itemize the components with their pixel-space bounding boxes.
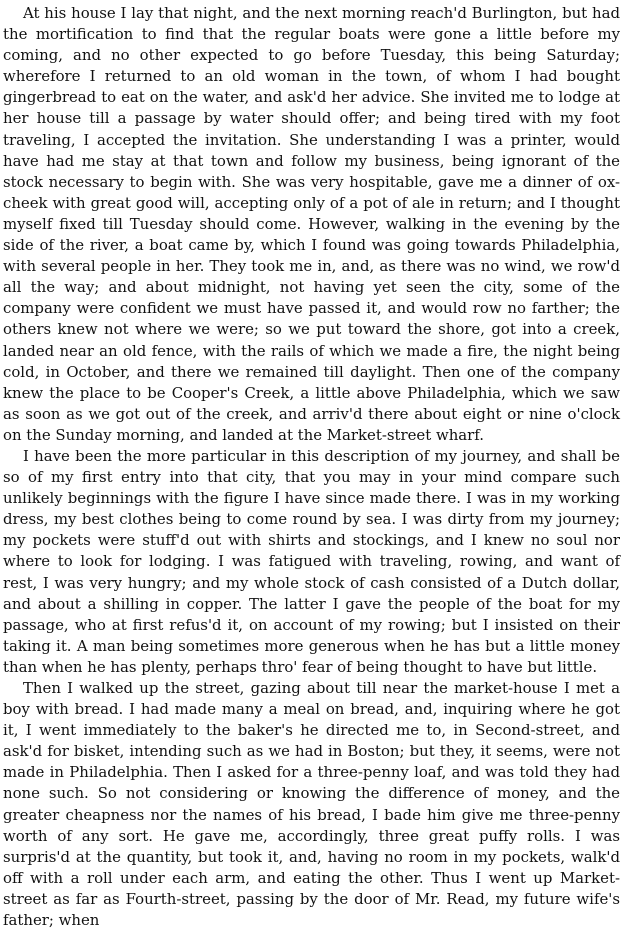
paragraph-arrival-burlington: At his house I lay that night, and the next morning reach'd Burlington, but had the mortification to find that the regular boats were gone a little before my coming, and no other expected to go before Tuesday, this being Saturday; wherefore I returned to an old woman in the town, of whom I had bought gingerbread to eat on the water, and ask'd her advice. She invited me to lodge at her house till a passage by water should offer; and being tired with my foot traveling, I accepted the invitation. She understanding I was a printer, would have had me stay at that town and follow my business, being ignorant of the stock necessary to begin with. She was very hospitable, gave me a dinner of ox-cheek with great good will, accepting only of a pot of ale in return; and I thought myself fixed till Tuesday should come. However, walking in the evening by the side of the river, a boat came by, which I found was going towards Philadelphia, with several people in her. They took me in, and, as there was no wind, we row'd all the way; and about midnight, not having yet seen the city, some of the company were confident we must have passed it, and would row no farther; the others knew not where we were; so we put toward the shore, got into a creek, landed near an old fence, with the rails of which we made a fire, the night being cold, in October, and there we remained till daylight. Then one of the company knew the place to be Cooper's Creek, a little above Philadelphia, which we saw as soon as we got out of the creek, and arriv'd there about eight or nine o'clock on the Sunday morning, and landed at the Market-street wharf. — [3, 4, 620, 444]
paragraph-market-street-bread: Then I walked up the street, gazing about till near the market-house I met a boy with bread. I had made many a meal on bread, and, inquiring where he got it, I went immediately to the baker's he directed me to, in Second-street, and ask'd for bisket, intending such as we had in Boston; but they, it seems, were not made in Philadelphia. Then I asked for a three-penny loaf, and was told they had none such. So not considering or knowing the difference of money, and the greater cheapness nor the names of his bread, I bade him give me three-penny worth of any sort. He gave me, accordingly, three great puffy rolls. I was surpris'd at the quantity, but took it, and, having no room in my pockets, walk'd off with a roll under each arm, and eating the other. Thus I went up Market-street as far as Fourth-street, passing by the door of Mr. Read, my future wife's father; when — [3, 679, 620, 930]
paragraph-entry-philadelphia: I have been the more particular in this description of my journey, and shall be so of my first entry into that city, that you may in your mind compare such unlikely beginnings with the figure I have since made there. I was in my working dress, my best clothes being to come round by sea. I was dirty from my journey; my pockets were stuff'd out with shirts and stockings, and I knew no soul nor where to look for lodging. I was fatigued with traveling, rowing, and want of rest, I was very hungry; and my whole stock of cash consisted of a Dutch dollar, and about a shilling in copper. The latter I gave the people of the boat for my passage, who at first refus'd it, on account of my rowing; but I insisted on their taking it. A man being sometimes more generous when he has but a little money than when he has plenty, perhaps thro' fear of being thought to have but little. — [3, 446, 620, 676]
